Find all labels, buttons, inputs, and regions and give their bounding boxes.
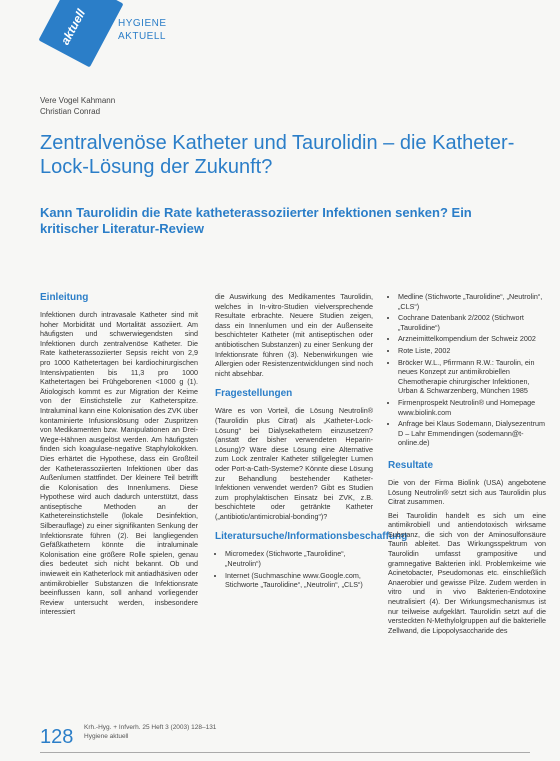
resultate-text-1: Die von der Firma Biolink (USA) angebotene Lösung Neutrolin® setzt sich aus Taurolidin plus Citrat zusammen. [388, 477, 546, 507]
authors [40, 95, 115, 117]
einleitung-text: Infektionen durch intravasale Katheter sind mit hoher Morbidität und Mortalität assoziiert. Am häufigsten und schwerwiegendsten sind Infektionen durch zentralvenöse Katheter. Die Rate katheterassoziierter Sepsis reicht von 2,9 pro 1000 Kathetertagen bei kardiochirurgischen Intensivpatienten bis 11,3 pro 1000 Kathetertagen bei Frühgeborenen <1000 g (1). Ätiologisch kommt es zur Migration der Keime von der Einstichstelle zur Katheterspitze. Intraluminal kann eine Kolonisation des ZVK über kontaminierte Infusionslösung oder Zuspritzen von Medikamenten bzw. Manipulationen an Drei-Wege-Hähnen ausgelöst werden. Am häufigsten finden sich koagulase-negative Staphylokokken. Dies erhärtet die Hypothese, dass ein Großteil der Katheterassoziierten Infektionen über das Außenlumen stattfindet. Der kleinere Teil betrifft die Kolonisation des Innenlumens. Diese Hypothese wird auch dadurch unterstützt, dass antiseptische Methoden an der Kathetereinstichstelle (lokale Desinfektion, Silberauflage) zu einer signifikanten Senkung der Infektionsrate führen (2). Bei langliegenden Gefäßkathetern könnte die intraluminale Kolonisation eine größere Rolle spielen, genau dies bedeutet sich nicht bekannt. Ob und inwieweit ein Katheterlock mit antiadhäsiven oder antimikrobieller Substanzen die Infektionsrate beeinflussen kann, soll anhand vorliegender Review untersucht werden, insbesondere interessiert [40, 310, 198, 617]
list-item: • Cochrane Datenbank 2/2002 (Stichwort „Taurolidine“) [398, 313, 546, 332]
fragestellungen-heading: Fragestellungen [215, 388, 293, 400]
sources-list [388, 292, 546, 448]
resultate-text-2: Bei Taurolidin handelt es sich um eine antimikrobiell und antiendotoxisch wirksame Substanz, die sich von der Aminosulfonsäure Taurin ableitet. Das Wirkungsspektrum von Taurolidin umfasst grampositive und gramnegative Bakterien inkl. Problemkeime wie Acinetobacter, Pseudomonas etc. einschließlich Anaerobier und gewisse Pilze. Zudem werden in vitro und in vivo Bakterien-Endotoxine neutralisiert (4). Der Wirkungsmechanismus ist nur teilweise aufgeklärt. Taurolidin setzt auf die versteckten N-Methylolgruppen auf die bakterielle Zellwand, die Lipopolysaccharide des [388, 510, 546, 635]
page-number: 128 [40, 726, 74, 748]
article-title: Zentralvenöse Katheter und Taurolidin – die Katheter-Lock-Lösung der Zukunft? [40, 132, 515, 178]
list-item: • Rote Liste, 2002 [398, 346, 546, 356]
section-label [118, 17, 167, 43]
footer-citation [84, 723, 216, 741]
list-item: • Anfrage bei Klaus Sodemann, Dialysezentrum D – Lahr Emmendingen (sodemann@t-online.de) [398, 419, 546, 448]
resultate-heading: Resultate [388, 459, 434, 471]
list-item: • Micromedex (Stichworte „Taurolidine“, „Neutrolin“) [225, 549, 373, 568]
author-1: Vere Vogel Kahmann [40, 96, 116, 105]
column-1 [40, 292, 198, 621]
literatursuche-list [215, 549, 373, 589]
list-item: • Medline (Stichworte „Taurolidine“, „Neutrolin“, „CLS“) [398, 292, 546, 311]
col2-intro-text: die Auswirkung des Medikamentes Taurolidin, welches in In-vitro-Studien vielversprechende Resultate erbrachte. Neuere Studien zeigen, dass ein Innenlumen und ein der Außenseite beschichteter Katheter (mit antiseptischen oder antibiotischen Substanzen) zu einer Senkung der Infektionsrate führen (3). Nebenwirkungen wie Allergien oder Resistenzentwicklungen sind noch nicht absehbar. [215, 292, 373, 378]
column-2 [215, 292, 408, 592]
section-label-line2: AKTUELL [118, 31, 166, 42]
list-item: • Arzneimittelkompendium der Schweiz 2002 [398, 334, 546, 344]
author-2: Christian Conrad [40, 107, 101, 116]
list-item: • Bröcker W.L., Pfirrmann R.W.: Taurolin, ein neues Konzept zur antimikrobiellen Chemotherapie chirurgischer Infektionen, Urban & Schwarzenberg, München 1985 [398, 358, 546, 396]
aktuell-badge-label: aktuell [57, 6, 89, 48]
list-item: • Internet (Suchmaschine www.Google.com, Stichworte „Taurolidine“, „Neutrolin“, „CLS“) [225, 571, 373, 590]
article-subtitle: Kann Taurolidin die Rate katheterassoziierter Infektionen senken? Ein kritischer Literatur-Review [40, 205, 472, 236]
footer-divider [40, 752, 530, 753]
section-line: Hygiene aktuell [84, 733, 129, 740]
section-label-line1: HYGIENE [118, 18, 167, 29]
list-item: • Firmenprospekt Neutrolin® und Homepage www.biolink.com [398, 398, 546, 417]
citation-line: Krh.-Hyg. + Infverh. 25 Heft 3 (2003) 128–131 [84, 724, 217, 731]
literatursuche-heading: Literatursuche/Informationsbeschaffung [215, 531, 408, 543]
column-3 [388, 292, 546, 639]
einleitung-heading: Einleitung [40, 292, 89, 303]
fragestellungen-text: Wäre es von Vorteil, die Lösung Neutrolin® (Taurolidin plus Citrat) als „Katheter-Lock-Lösung“ bei Dialysekathetern einzusetzen? (anstatt der bisher verwendeten Heparin-Lösung)? Wäre diese Lösung eine Alternative zum Lock zentraler Katheter stillgelegter Lumen oder Port-a-Cath-Systeme? Könnte diese Lösung zur Behandlung bestehender Katheter-Infektionen verwendet werden? Gibt es Studien zum prophylaktischen Einsatz bei ZVK, z.B. beschichtete oder getränkte Katheter („antibiotic/antimicrobial-bonding“)? [215, 406, 373, 521]
